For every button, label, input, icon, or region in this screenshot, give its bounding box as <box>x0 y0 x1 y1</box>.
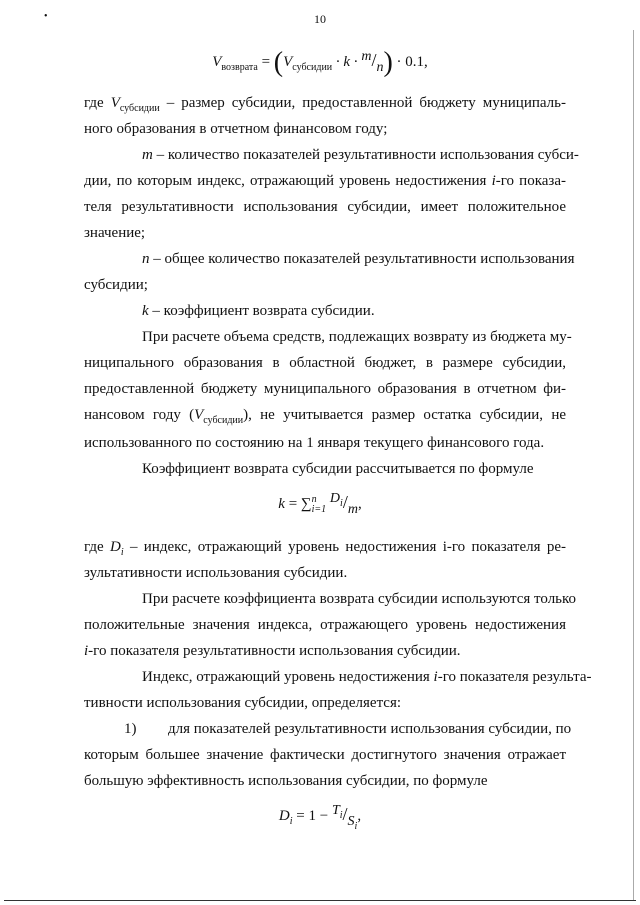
para1-line2: ного образования в отчетном финансовом году; <box>84 121 388 137</box>
formula-refund-volume: $V_{возврата} = (V_{субсидии} \cdot k \cdot m/n) \cdot 0.1$, <box>212 47 428 78</box>
para2-line4: значение; <box>84 225 146 241</box>
para8-line2: положительные значения индекса, отражающего уровень недостижения <box>84 617 566 633</box>
para5-line4: нансовом году $(V_{субсидии})$, не учитывается размер остатка субсидии, не <box>84 407 566 426</box>
page-number: 10 <box>314 12 326 26</box>
scan-mark: • <box>44 11 48 22</box>
scan-border-right <box>633 30 634 901</box>
para5-line1: При расчете объема средств, подлежащих возврату из бюджета му- <box>142 329 572 345</box>
para8-line3: i-го показателя результативности использования субсидии. <box>84 643 461 659</box>
scan-border-bottom <box>4 900 636 901</box>
para3-line2: субсидии; <box>84 277 148 293</box>
para5-line5: использованного по состоянию на 1 января текущего финансового года. <box>84 435 545 451</box>
para4-line1: k – коэффициент возврата субсидии. <box>142 303 375 319</box>
para9-line2: тивности использования субсидии, определяется: <box>84 695 402 711</box>
para1-line1: где $V_{субсидии}$ – размер субсидии, предоставленной бюджету муниципаль- <box>84 95 566 114</box>
para5-line2: ниципального образования в областной бюджет, в размере субсидии, <box>84 355 566 371</box>
para5-line3: предоставленной бюджету муниципального образования в отчетном фи- <box>84 381 566 397</box>
para2-line2: дии, по которым индекс, отражающий уровень недостижения i-го показа- <box>84 173 566 189</box>
para9-line1: Индекс, отражающий уровень недостижения i-го показателя результа- <box>142 669 592 685</box>
para3-line1: n – общее количество показателей результативности использования <box>142 251 575 267</box>
para10-line1: 1) для показателей результативности использования субсидии, по <box>124 721 572 737</box>
para6-line1: Коэффициент возврата субсидии рассчитывается по формуле <box>142 461 534 477</box>
para8-line1: При расчете коэффициента возврата субсидии используются только <box>142 591 577 607</box>
para2-line1: m – количество показателей результативности использования субси- <box>142 147 579 163</box>
formula-index-di: $D_i = 1 - T_i/S_i$, <box>278 803 362 832</box>
para7-line2: зультативности использования субсидии. <box>84 565 348 581</box>
para2-line3: теля результативности использования субсидии, имеет положительное <box>84 199 566 215</box>
para7-line1: где $D_i$ – индекс, отражающий уровень недостижения i-го показателя ре- <box>84 539 566 558</box>
para10-line2: которым большее значение фактически достигнутого значения отражает <box>84 747 566 763</box>
formula-refund-coefficient: k = ∑$^n_{i=1}$ $D_i/m$, <box>278 491 362 517</box>
para10-line3: большую эффективность использования субсидии, по формуле <box>84 773 488 789</box>
